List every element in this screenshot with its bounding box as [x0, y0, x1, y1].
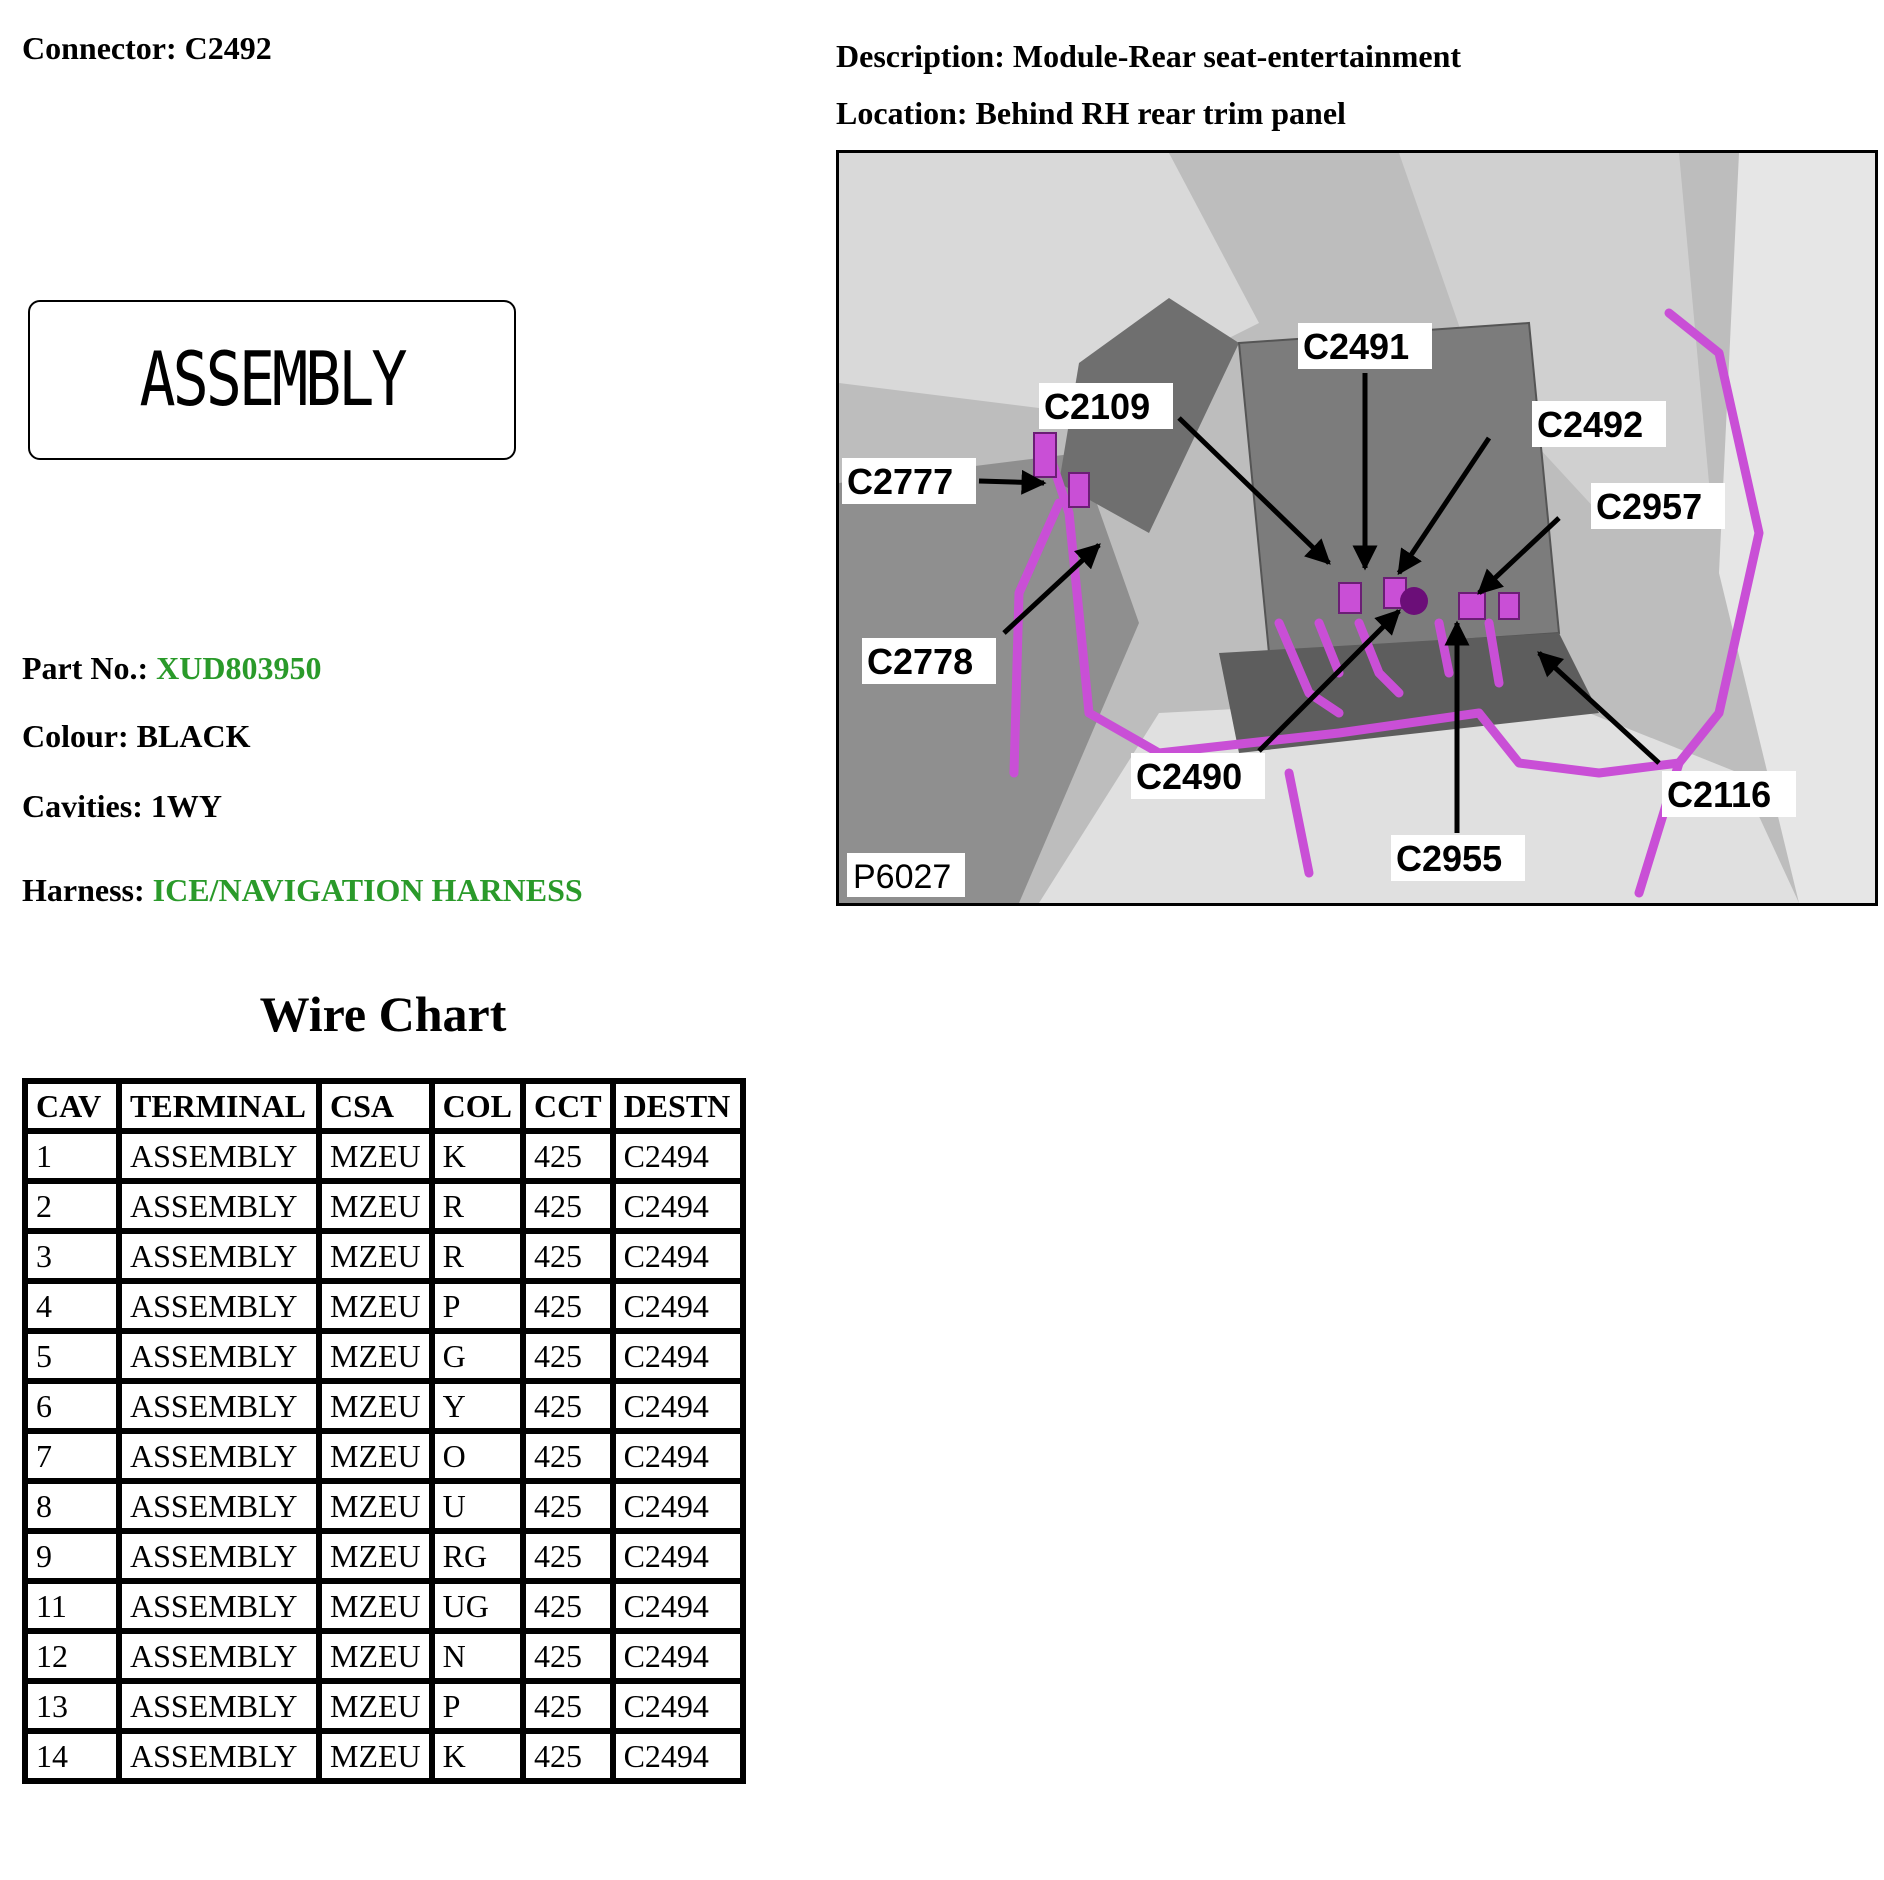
- wire-chart-body: [25, 1131, 743, 1781]
- table-cell: 14: [25, 1731, 119, 1781]
- table-cell: C2494: [613, 1381, 743, 1431]
- table-cell: UG: [432, 1581, 523, 1631]
- callout-c2116: C2116: [1667, 774, 1772, 815]
- table-cell: P: [432, 1281, 523, 1331]
- table-cell: 425: [523, 1131, 613, 1181]
- table-cell: U: [432, 1481, 523, 1531]
- table-cell: MZEU: [319, 1131, 432, 1181]
- table-cell: 9: [25, 1531, 119, 1581]
- table-cell: Y: [432, 1381, 523, 1431]
- part-number-value[interactable]: XUD803950: [156, 650, 322, 686]
- table-cell: 425: [523, 1681, 613, 1731]
- wire-chart-title: Wire Chart: [259, 986, 507, 1042]
- table-cell: C2494: [613, 1631, 743, 1681]
- table-cell: MZEU: [319, 1231, 432, 1281]
- table-cell: 7: [25, 1431, 119, 1481]
- table-cell: MZEU: [319, 1481, 432, 1531]
- table-row: [25, 1381, 743, 1431]
- table-cell: O: [432, 1431, 523, 1481]
- column-header: COL: [432, 1081, 523, 1131]
- table-cell: RG: [432, 1531, 523, 1581]
- column-header: CSA: [319, 1081, 432, 1131]
- table-cell: ASSEMBLY: [119, 1381, 319, 1431]
- table-cell: C2494: [613, 1131, 743, 1181]
- table-cell: C2494: [613, 1731, 743, 1781]
- table-cell: MZEU: [319, 1431, 432, 1481]
- table-cell: 5: [25, 1331, 119, 1381]
- table-cell: C2494: [613, 1431, 743, 1481]
- table-cell: MZEU: [319, 1381, 432, 1431]
- table-row: [25, 1581, 743, 1631]
- table-cell: 11: [25, 1581, 119, 1631]
- connector-face-text: ASSEMBLY: [139, 336, 405, 424]
- column-header: CCT: [523, 1081, 613, 1131]
- table-cell: C2494: [613, 1481, 743, 1531]
- cavities-label: Cavities:: [22, 788, 143, 824]
- table-cell: 8: [25, 1481, 119, 1531]
- cavities-value: 1WY: [150, 788, 222, 824]
- table-cell: C2494: [613, 1681, 743, 1731]
- table-row: [25, 1331, 743, 1381]
- location-line: [836, 95, 1346, 132]
- cavities-line: [22, 788, 222, 825]
- harness-line: [22, 872, 583, 909]
- table-cell: 425: [523, 1231, 613, 1281]
- figure-id: P6027: [853, 858, 952, 896]
- callout-c2109: C2109: [1044, 386, 1151, 427]
- table-row: [25, 1431, 743, 1481]
- table-cell: ASSEMBLY: [119, 1431, 319, 1481]
- table-cell: 4: [25, 1281, 119, 1331]
- connector-value: C2492: [184, 30, 272, 66]
- table-cell: MZEU: [319, 1331, 432, 1381]
- table-cell: 425: [523, 1431, 613, 1481]
- table-row: [25, 1531, 743, 1581]
- table-row: [25, 1131, 743, 1181]
- table-cell: 13: [25, 1681, 119, 1731]
- colour-line: [22, 718, 250, 755]
- column-header: DESTN: [613, 1081, 743, 1131]
- table-cell: 425: [523, 1731, 613, 1781]
- column-header: TERMINAL: [119, 1081, 319, 1131]
- table-cell: R: [432, 1181, 523, 1231]
- table-row: [25, 1731, 743, 1781]
- location-label: Location:: [836, 95, 968, 131]
- table-row: [25, 1681, 743, 1731]
- location-figure: [836, 150, 1878, 906]
- table-cell: 2: [25, 1181, 119, 1231]
- table-cell: MZEU: [319, 1731, 432, 1781]
- table-cell: N: [432, 1631, 523, 1681]
- table-header-row: [25, 1081, 743, 1131]
- description-value: Module-Rear seat-entertainment: [1012, 38, 1462, 74]
- colour-label: Colour:: [22, 718, 129, 754]
- table-cell: C2494: [613, 1581, 743, 1631]
- callout-c2492: C2492: [1537, 404, 1644, 445]
- table-cell: 425: [523, 1281, 613, 1331]
- table-cell: ASSEMBLY: [119, 1231, 319, 1281]
- table-cell: ASSEMBLY: [119, 1631, 319, 1681]
- table-cell: MZEU: [319, 1281, 432, 1331]
- table-cell: 425: [523, 1331, 613, 1381]
- part-number-line: [22, 650, 322, 687]
- table-cell: P: [432, 1681, 523, 1731]
- table-cell: C2494: [613, 1181, 743, 1231]
- table-cell: MZEU: [319, 1631, 432, 1681]
- table-cell: C2494: [613, 1331, 743, 1381]
- table-cell: MZEU: [319, 1181, 432, 1231]
- table-cell: ASSEMBLY: [119, 1581, 319, 1631]
- table-cell: ASSEMBLY: [119, 1681, 319, 1731]
- location-illustration: [839, 153, 1875, 903]
- table-cell: ASSEMBLY: [119, 1331, 319, 1381]
- table-cell: C2494: [613, 1531, 743, 1581]
- connector-label: Connector:: [22, 30, 177, 66]
- harness-label: Harness:: [22, 872, 145, 908]
- table-cell: K: [432, 1731, 523, 1781]
- c2492-connector-marker: [1400, 587, 1428, 615]
- connector-face-image: [28, 300, 516, 460]
- table-row: [25, 1481, 743, 1531]
- table-cell: MZEU: [319, 1681, 432, 1731]
- part-number-label: Part No.:: [22, 650, 149, 686]
- table-cell: 425: [523, 1531, 613, 1581]
- table-cell: 425: [523, 1381, 613, 1431]
- table-cell: ASSEMBLY: [119, 1731, 319, 1781]
- table-cell: 425: [523, 1181, 613, 1231]
- wire-chart-table: [22, 1078, 746, 1784]
- table-cell: ASSEMBLY: [119, 1131, 319, 1181]
- table-cell: MZEU: [319, 1581, 432, 1631]
- connector-heading: [22, 30, 272, 67]
- callout-c2955: C2955: [1396, 838, 1503, 879]
- table-cell: ASSEMBLY: [119, 1531, 319, 1581]
- table-cell: 6: [25, 1381, 119, 1431]
- table-cell: K: [432, 1131, 523, 1181]
- callout-c2491: C2491: [1303, 326, 1410, 367]
- table-cell: MZEU: [319, 1531, 432, 1581]
- table-cell: 425: [523, 1581, 613, 1631]
- table-cell: 425: [523, 1481, 613, 1531]
- column-header: CAV: [25, 1081, 119, 1131]
- table-row: [25, 1631, 743, 1681]
- table-cell: G: [432, 1331, 523, 1381]
- table-cell: C2494: [613, 1281, 743, 1331]
- callout-c2778: C2778: [867, 641, 974, 682]
- table-cell: ASSEMBLY: [119, 1281, 319, 1331]
- table-cell: ASSEMBLY: [119, 1481, 319, 1531]
- table-cell: 1: [25, 1131, 119, 1181]
- table-cell: C2494: [613, 1231, 743, 1281]
- table-cell: ASSEMBLY: [119, 1181, 319, 1231]
- callout-c2957: C2957: [1596, 486, 1703, 527]
- callout-c2490: C2490: [1136, 756, 1243, 797]
- table-row: [25, 1281, 743, 1331]
- description-line: [836, 38, 1461, 75]
- description-label: Description:: [836, 38, 1005, 74]
- table-row: [25, 1181, 743, 1231]
- table-cell: 425: [523, 1631, 613, 1681]
- location-value: Behind RH rear trim panel: [975, 95, 1346, 131]
- callout-c2777: C2777: [847, 461, 954, 502]
- table-cell: 12: [25, 1631, 119, 1681]
- table-cell: 3: [25, 1231, 119, 1281]
- harness-value[interactable]: ICE/NAVIGATION HARNESS: [152, 872, 583, 908]
- table-cell: R: [432, 1231, 523, 1281]
- table-row: [25, 1231, 743, 1281]
- colour-value: BLACK: [136, 718, 251, 754]
